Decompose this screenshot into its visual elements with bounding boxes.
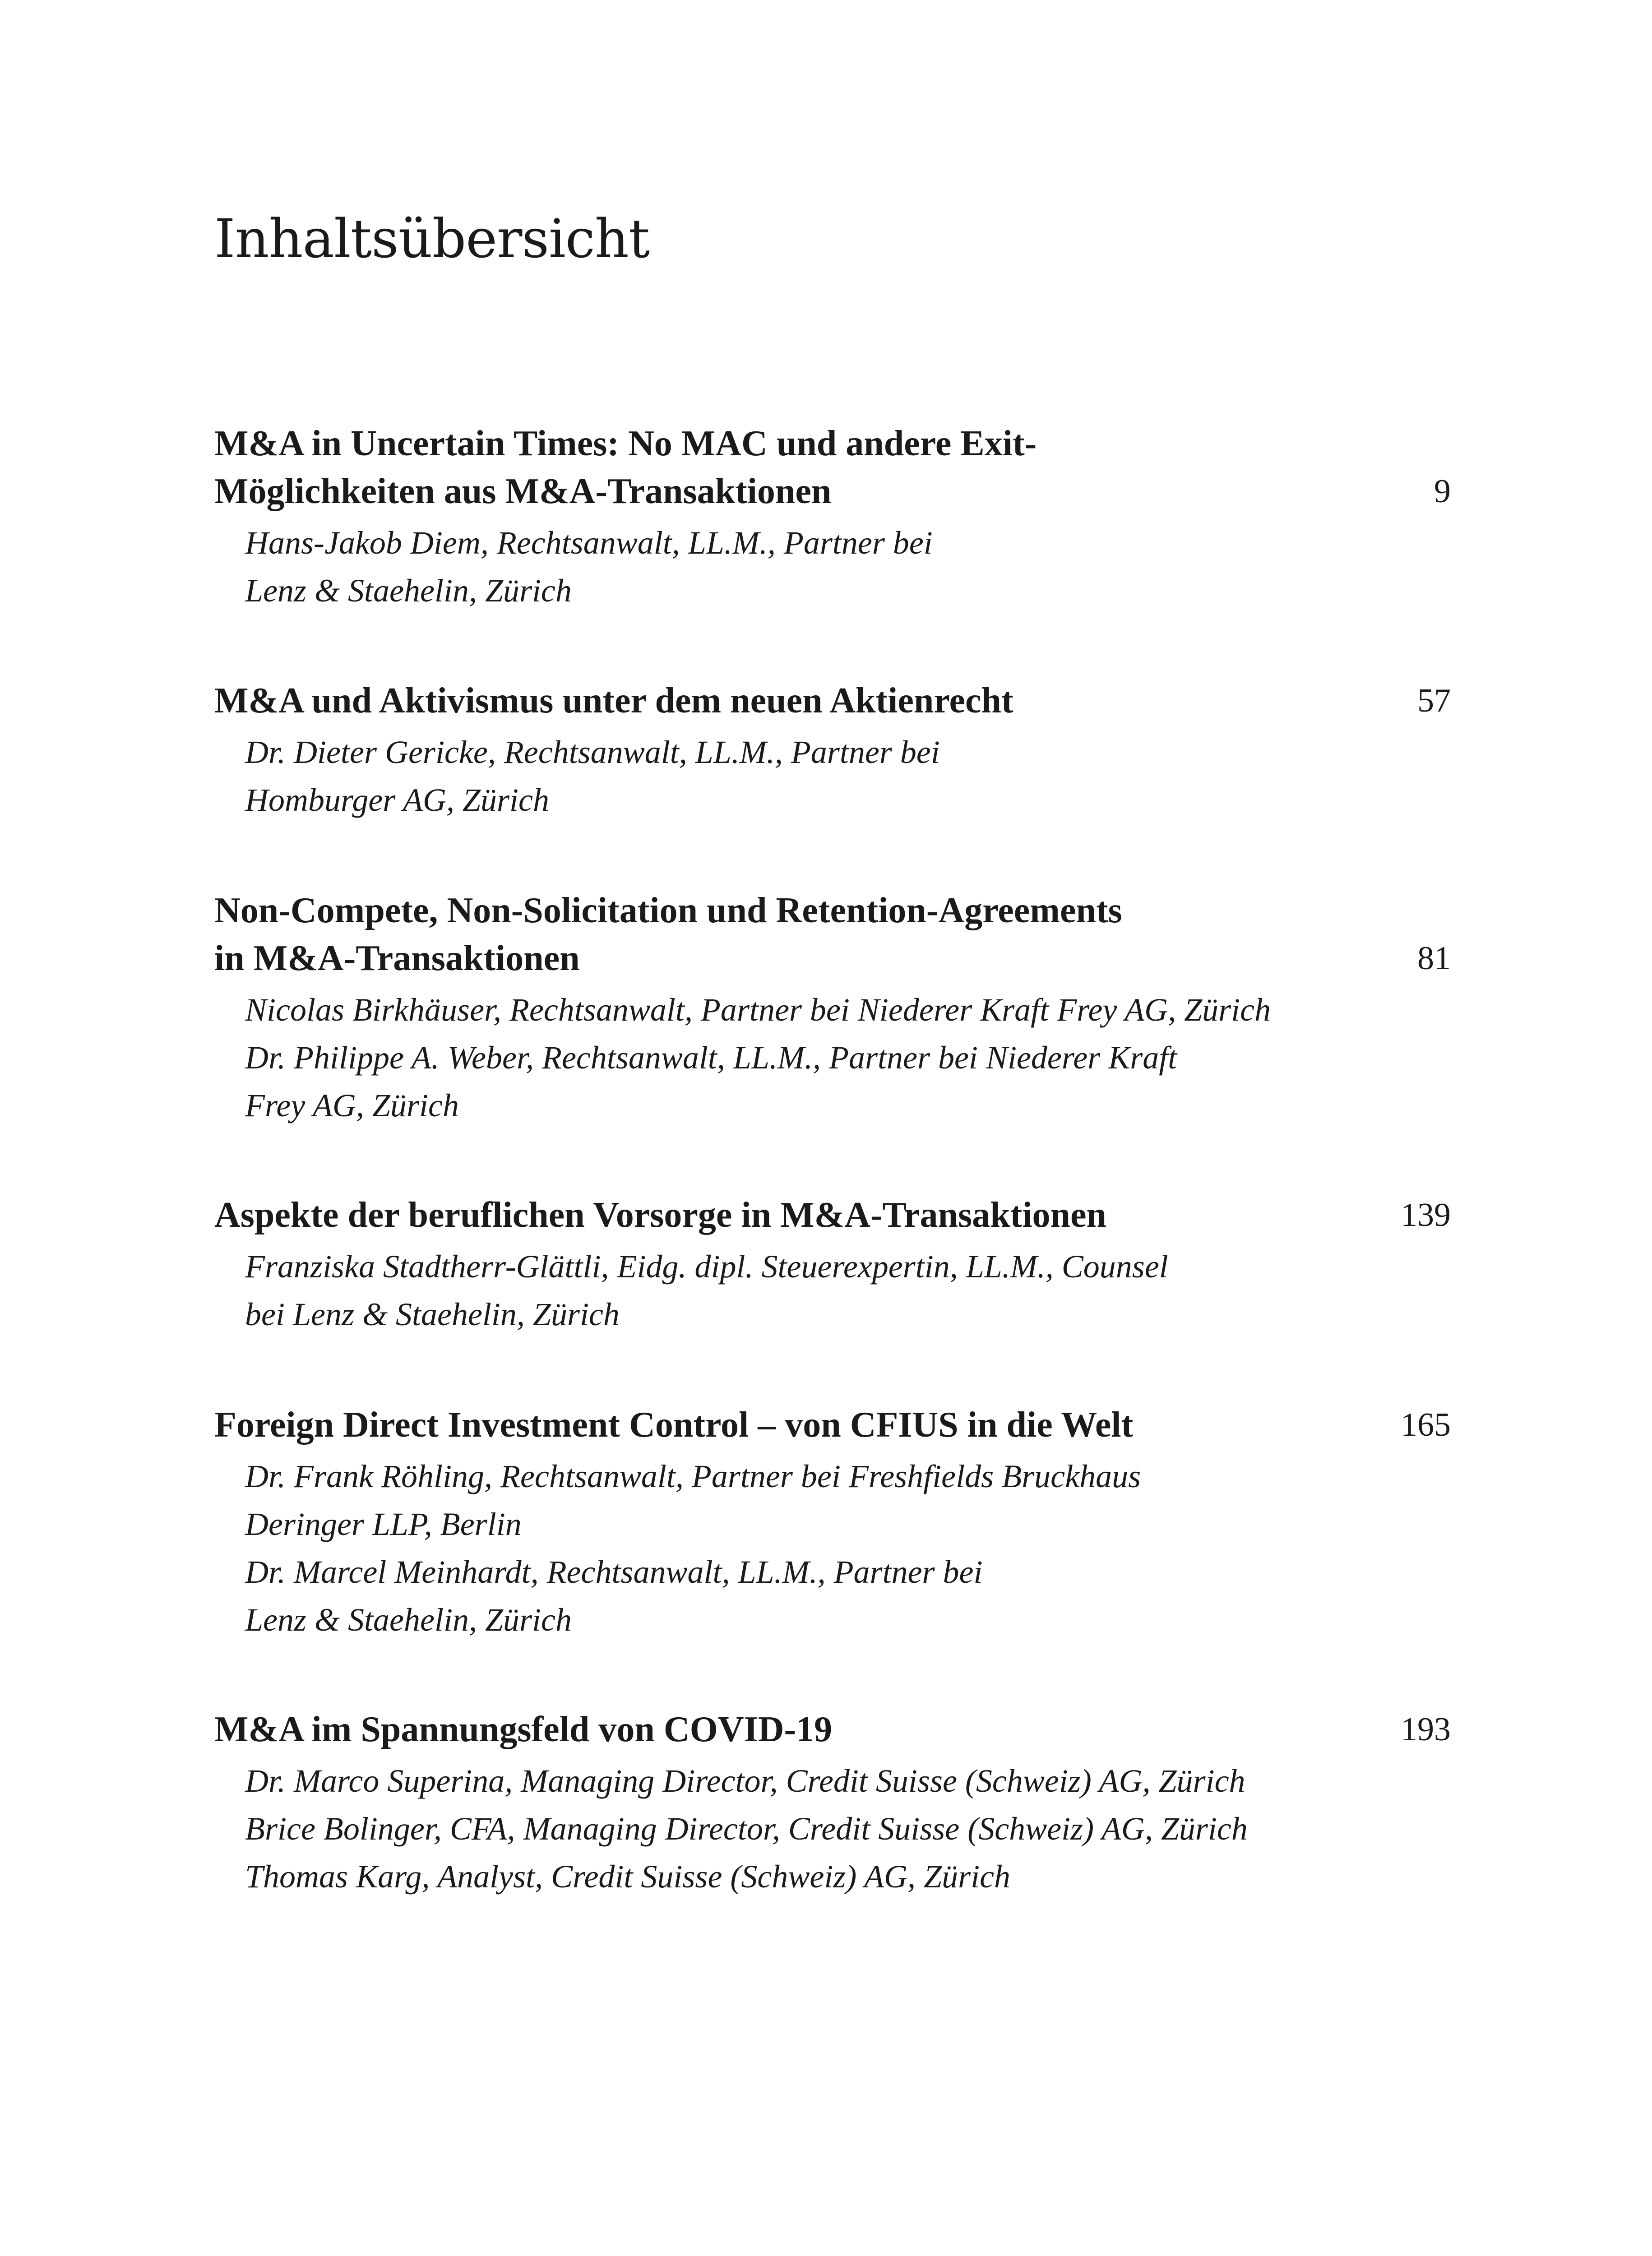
author-line: Thomas Karg, Analyst, Credit Suisse (Schweiz) AG, Zürich: [245, 1858, 1011, 1895]
author-line: Nicolas Birkhäuser, Rechtsanwalt, Partner bei Niederer Kraft Frey AG, Zürich: [245, 992, 1271, 1028]
author-line: Lenz & Staehelin, Zürich: [245, 573, 572, 609]
entry-authors: [245, 986, 1373, 1129]
toc-entry[interactable]: [214, 1191, 1451, 1338]
author-line: Deringer LLP, Berlin: [245, 1506, 522, 1542]
entry-title: M&A in Uncertain Times: No MAC und andere Exit- Möglichkeiten aus M&A-Transaktionen: [214, 424, 1037, 511]
entry-authors: [245, 1757, 1373, 1900]
author-line: Homburger AG, Zürich: [245, 782, 550, 818]
entry-title: M&A im Spannungsfeld von COVID-19: [214, 1710, 833, 1749]
author-line: Lenz & Staehelin, Zürich: [245, 1602, 572, 1638]
entry-title: M&A und Aktivismus unter dem neuen Aktienrecht: [214, 681, 1013, 721]
toc-entry[interactable]: [214, 1706, 1451, 1900]
entry-authors: [245, 728, 1373, 824]
author-line: Dr. Frank Röhling, Rechtsanwalt, Partner bei Freshfields Bruckhaus: [245, 1458, 1141, 1494]
author-line: Dr. Philippe A. Weber, Rechtsanwalt, LL.M., Partner bei Niederer Kraft: [245, 1040, 1177, 1076]
toc-entry[interactable]: [214, 420, 1451, 615]
author-line: Dr. Dieter Gericke, Rechtsanwalt, LL.M., Partner bei: [245, 734, 940, 770]
author-line: Dr. Marcel Meinhardt, Rechtsanwalt, LL.M., Partner bei: [245, 1554, 983, 1590]
entry-title: Aspekte der beruflichen Vorsorge in M&A-Transaktionen: [214, 1195, 1107, 1235]
toc-entry[interactable]: [214, 1401, 1451, 1644]
entry-page-number: 57: [1417, 682, 1451, 719]
entry-authors: [245, 519, 1373, 615]
entry-page-number: 139: [1401, 1197, 1451, 1234]
entry-page-number: 193: [1401, 1711, 1451, 1748]
author-line: Hans-Jakob Diem, Rechtsanwalt, LL.M., Partner bei: [245, 525, 933, 561]
author-line: Frey AG, Zürich: [245, 1087, 459, 1123]
entry-title: Foreign Direct Investment Control – von CFIUS in die Welt: [214, 1405, 1134, 1445]
author-line: bei Lenz & Staehelin, Zürich: [245, 1296, 620, 1332]
entry-page-number: 81: [1417, 940, 1451, 977]
author-line: Franziska Stadtherr-Glättli, Eidg. dipl. Steuerexpertin, LL.M., Counsel: [245, 1248, 1168, 1285]
entry-page-number: 165: [1401, 1406, 1451, 1443]
entry-authors: [245, 1243, 1373, 1338]
entry-page-number: 9: [1434, 473, 1451, 510]
toc-entry[interactable]: [214, 677, 1451, 824]
entry-title: Non-Compete, Non-Solicitation und Retention-Agreements in M&A-Transaktionen: [214, 891, 1122, 978]
author-line: Brice Bolinger, CFA, Managing Director, Credit Suisse (Schweiz) AG, Zürich: [245, 1811, 1248, 1847]
toc-entry[interactable]: [214, 887, 1451, 1129]
author-line: Dr. Marco Superina, Managing Director, Credit Suisse (Schweiz) AG, Zürich: [245, 1763, 1245, 1799]
page-title: Inhaltsübersicht: [214, 208, 650, 270]
entry-authors: [245, 1452, 1373, 1644]
